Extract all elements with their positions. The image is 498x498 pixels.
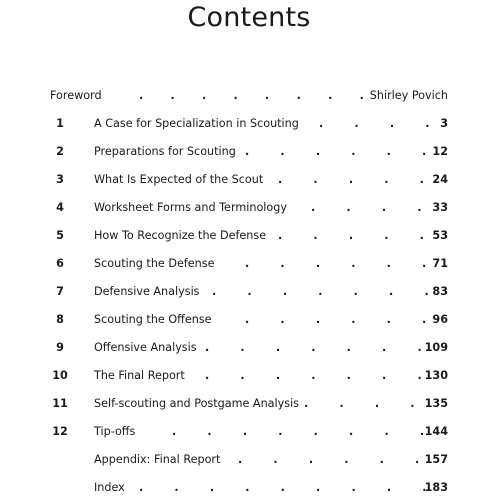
toc-entry-row [0,227,498,245]
chapter-page-number: 130 [424,369,448,382]
chapter-title: Offensive Analysis [94,341,197,354]
chapter-page-number: 135 [424,397,448,410]
toc-entry-row [0,451,498,469]
chapter-page-number: 33 [432,201,448,214]
chapter-page-number: 109 [424,341,448,354]
leader-dots: . . . . [304,397,415,410]
toc-entry-row [0,143,498,161]
foreword-label: Foreword [50,89,102,102]
chapter-title: Tip-offs [94,425,136,438]
chapter-number: 4 [56,201,64,214]
toc-entry-row [0,199,498,217]
chapter-number: 8 [56,313,64,326]
leader-dots: . . . . . . . [205,341,422,354]
page-title: Contents [187,2,311,33]
chapter-title: Index [94,481,125,494]
leader-dots: . . . . . . . [212,285,429,298]
leader-dots: . . . . [311,201,422,214]
toc-entry-row [0,171,498,189]
chapter-number: 3 [56,173,64,186]
chapter-title: What Is Expected of the Scout [94,173,264,186]
chapter-title: Defensive Analysis [94,285,200,298]
toc-entry-row [0,311,498,329]
leader-dots: . . . . . . [245,257,427,270]
leader-dots: . . . . . . . . . [139,481,427,494]
chapter-title: Appendix: Final Report [94,453,221,466]
leader-dots: . . . . . . [245,145,427,158]
chapter-page-number: 96 [432,313,448,326]
chapter-page-number: 183 [424,481,448,494]
leader-dots: . . . . . . [245,313,427,326]
toc-entry-row [0,479,498,497]
leader-dots: . . . . . [278,173,424,186]
chapter-page-number: 144 [424,425,448,438]
chapter-number: 10 [52,369,68,382]
leader-dots: . . . . [319,117,430,130]
leader-dots: . . . . . [278,229,424,242]
chapter-title: Scouting the Defense [94,257,215,270]
chapter-title: Preparations for Scouting [94,145,236,158]
toc-entry-row [0,339,498,357]
toc-entry-row [0,255,498,273]
chapter-number: 11 [52,397,68,410]
toc-entry-row [0,283,498,301]
leader-dots: . . . . . . . . [139,89,364,102]
chapter-number: 2 [56,145,64,158]
chapter-number: 7 [56,285,64,298]
chapter-page-number: 83 [432,285,448,298]
chapter-number: 12 [52,425,68,438]
toc-entry-row [0,115,498,133]
toc-entry-row [0,395,498,413]
chapter-page-number: 53 [432,229,448,242]
chapter-number: 5 [56,229,64,242]
chapter-title: Self-scouting and Postgame Analysis [94,397,300,410]
chapter-number: 6 [56,257,64,270]
toc-foreword-row [0,87,498,105]
chapter-number: 1 [56,117,64,130]
chapter-title: How To Recognize the Defense [94,229,267,242]
toc-entry-row [0,423,498,441]
leader-dots: . . . . . . . . [172,425,425,438]
chapter-page-number: 24 [432,173,448,186]
chapter-title: Scouting the Offense [94,313,212,326]
chapter-number: 9 [56,341,64,354]
chapter-title: The Final Report [94,369,185,382]
foreword-author: Shirley Povich [369,89,448,102]
chapter-page-number: 157 [424,453,448,466]
chapter-page-number: 12 [432,145,448,158]
chapter-title: A Case for Specialization in Scouting [94,117,299,130]
leader-dots: . . . . . . [238,453,420,466]
leader-dots: . . . . . . . [205,369,422,382]
chapter-title: Worksheet Forms and Terminology [94,201,287,214]
chapter-page-number: 71 [432,257,448,270]
toc-entry-row [0,367,498,385]
chapter-page-number: 3 [440,117,448,130]
